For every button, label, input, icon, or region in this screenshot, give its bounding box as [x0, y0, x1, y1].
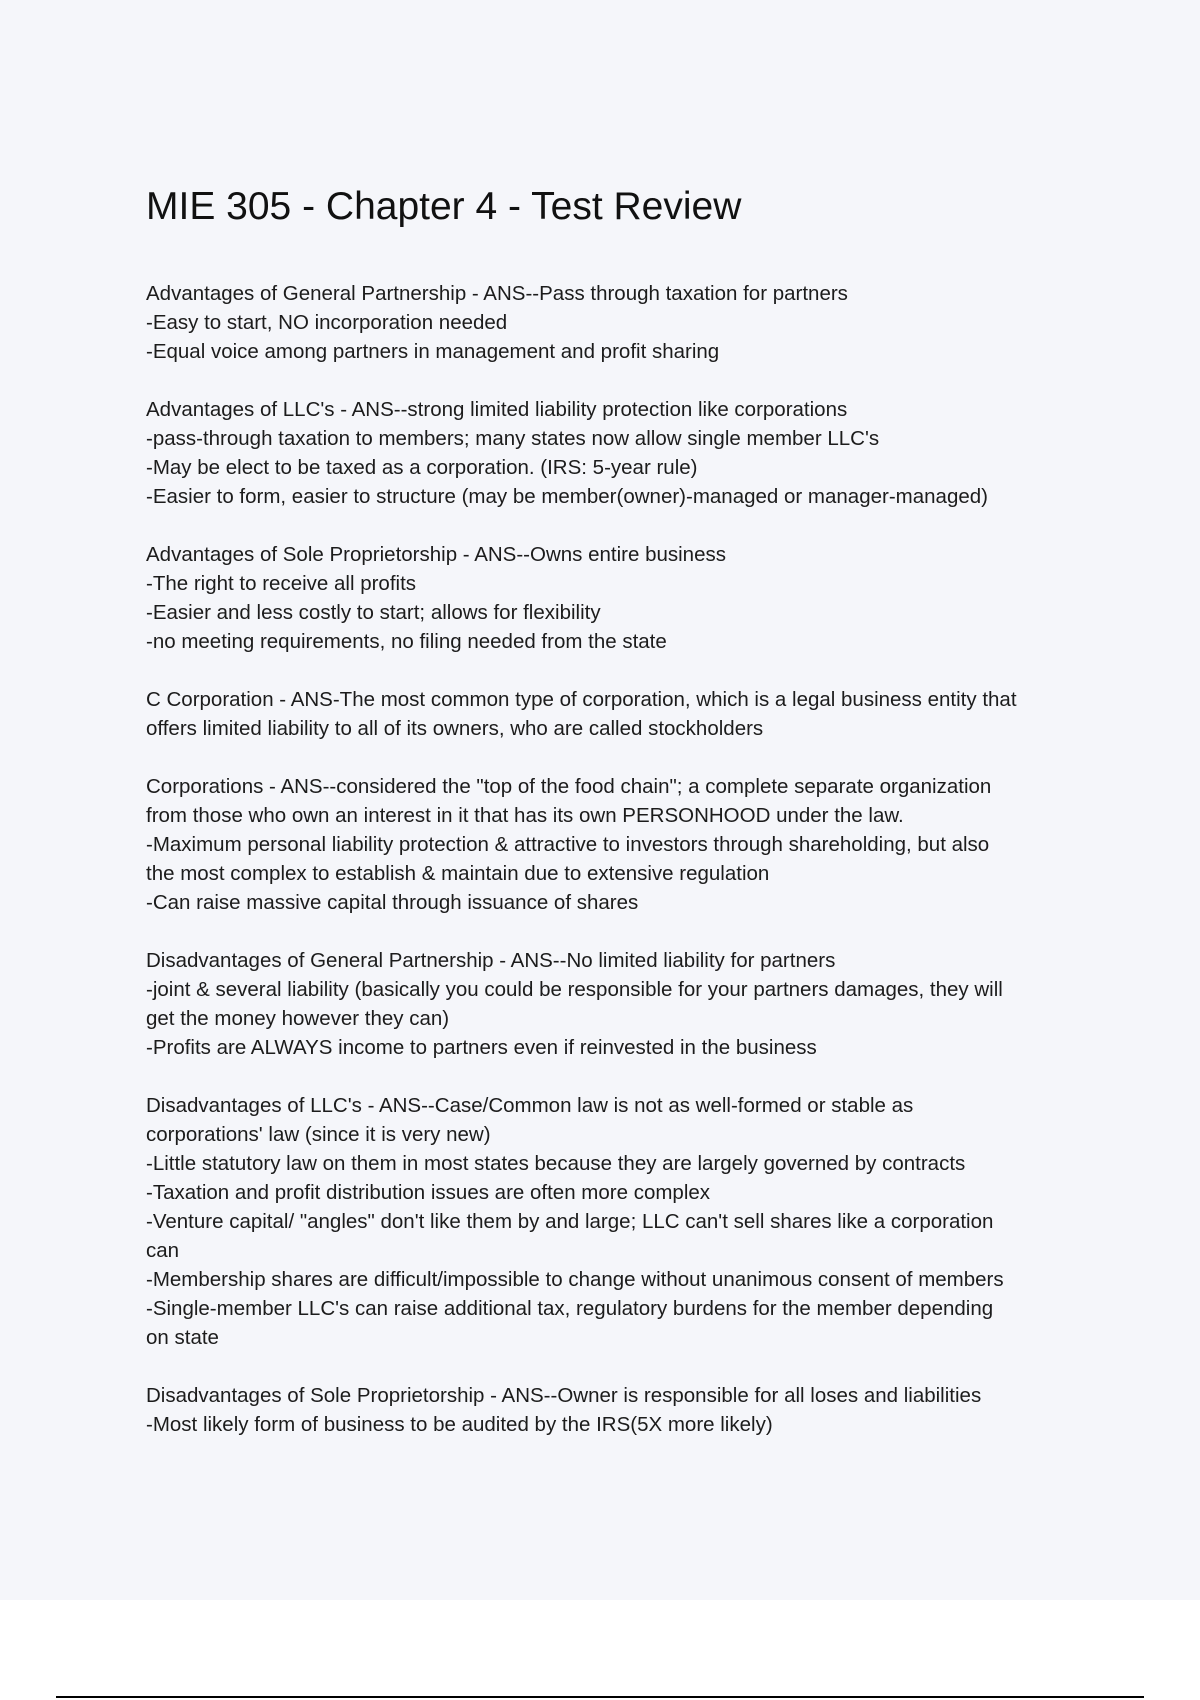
footer-divider: [56, 1696, 1144, 1698]
entry-heading-line: Advantages of Sole Proprietorship - ANS--Owns entire business: [146, 543, 726, 566]
review-entry: [146, 279, 1096, 366]
review-entry: [146, 1381, 1096, 1439]
entry-heading-line: Advantages of General Partnership - ANS--Pass through taxation for partners: [146, 282, 848, 305]
entry-heading-line: Corporations - ANS--considered the "top of the food chain"; a complete separate organization: [146, 775, 992, 798]
entry-text-line: corporations' law (since it is very new): [146, 1123, 491, 1146]
entry-text-line: -Most likely form of business to be audited by the IRS(5X more likely): [146, 1413, 773, 1436]
entry-text-line: -no meeting requirements, no filing needed from the state: [146, 630, 667, 653]
review-entry: [146, 946, 1096, 1062]
entry-text-line: on state: [146, 1326, 219, 1349]
review-entry: [146, 395, 1096, 511]
entry-text-line: -Little statutory law on them in most states because they are largely governed by contracts: [146, 1152, 966, 1175]
entry-text-line: from those who own an interest in it that has its own PERSONHOOD under the law.: [146, 804, 904, 827]
entry-text-line: -Single-member LLC's can raise additional tax, regulatory burdens for the member depending: [146, 1297, 994, 1320]
entry-text-line: -Can raise massive capital through issuance of shares: [146, 891, 639, 914]
entry-text-line: the most complex to establish & maintain due to extensive regulation: [146, 862, 770, 885]
entry-text-line: offers limited liability to all of its owners, who are called stockholders: [146, 717, 764, 740]
entry-text-line: can: [146, 1239, 180, 1262]
entry-text-line: -Easier to form, easier to structure (may be member(owner)-managed or manager-managed): [146, 485, 988, 508]
page-title: MIE 305 - Chapter 4 - Test Review: [146, 185, 742, 228]
entry-text-line: -Easy to start, NO incorporation needed: [146, 311, 508, 334]
entry-heading-line: C Corporation - ANS-The most common type of corporation, which is a legal business entity that: [146, 688, 1017, 711]
review-entry: [146, 1091, 1096, 1352]
entry-text-line: -Equal voice among partners in management and profit sharing: [146, 340, 720, 363]
document-body: [146, 279, 1096, 1468]
entry-heading-line: Disadvantages of LLC's - ANS--Case/Common law is not as well-formed or stable as: [146, 1094, 914, 1117]
entry-text-line: -joint & several liability (basically you could be responsible for your partners damages, they will: [146, 978, 1003, 1001]
entry-text-line: -Easier and less costly to start; allows for flexibility: [146, 601, 601, 624]
review-entry: [146, 772, 1096, 917]
review-entry: [146, 685, 1096, 743]
entry-text-line: -Venture capital/ "angles" don't like them by and large; LLC can't sell shares like a corporation: [146, 1210, 994, 1233]
entry-text-line: -The right to receive all profits: [146, 572, 417, 595]
entry-text-line: -Membership shares are difficult/impossible to change without unanimous consent of members: [146, 1268, 1004, 1291]
entry-text-line: -Maximum personal liability protection & attractive to investors through shareholding, but also: [146, 833, 990, 856]
entry-heading-line: Disadvantages of Sole Proprietorship - ANS--Owner is responsible for all loses and liabilities: [146, 1384, 982, 1407]
entry-text-line: -Profits are ALWAYS income to partners even if reinvested in the business: [146, 1036, 817, 1059]
entry-text-line: -Taxation and profit distribution issues are often more complex: [146, 1181, 711, 1204]
entry-text-line: -pass-through taxation to members; many states now allow single member LLC's: [146, 427, 880, 450]
entry-heading-line: Disadvantages of General Partnership - ANS--No limited liability for partners: [146, 949, 836, 972]
entry-heading-line: Advantages of LLC's - ANS--strong limited liability protection like corporations: [146, 398, 848, 421]
entry-text-line: -May be elect to be taxed as a corporation. (IRS: 5-year rule): [146, 456, 698, 479]
review-entry: [146, 540, 1096, 656]
entry-text-line: get the money however they can): [146, 1007, 450, 1030]
